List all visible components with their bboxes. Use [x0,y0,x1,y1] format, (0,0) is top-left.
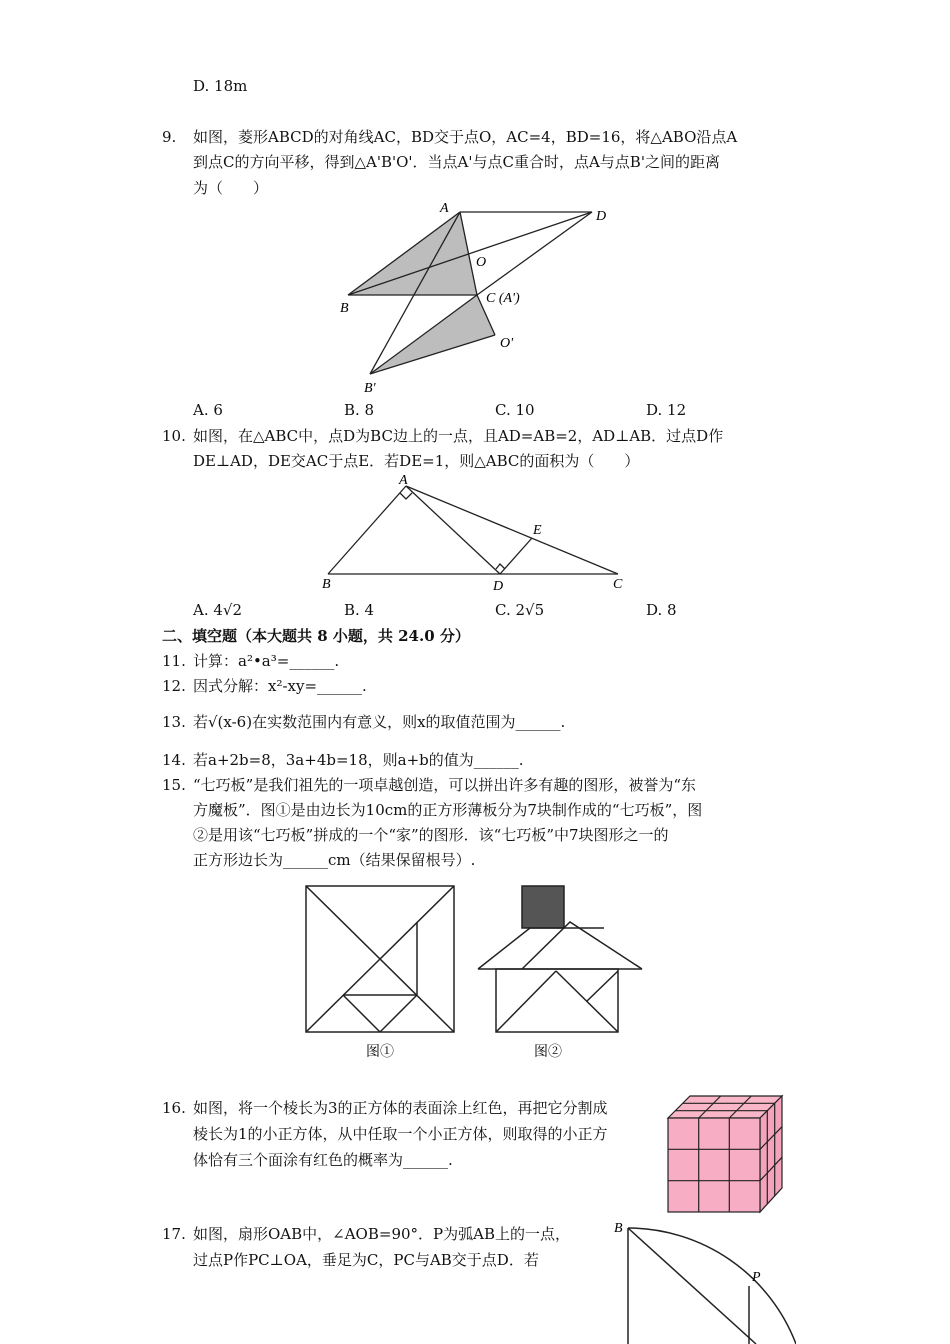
q9-label-a: A [440,201,449,216]
q9-option-d: D. 12 [646,401,687,419]
q10-option-d: D. 8 [646,601,677,619]
q10-text-line1: 如图，在△ABC中，点D为BC边上的一点，且AD=AB=2，AD⊥AB．过点D作 [193,427,724,445]
q12-number: 12. [162,677,186,695]
q9-option-a: A. 6 [193,401,223,419]
q10-label-c: C [613,577,623,592]
q15-fig1-caption: 图① [366,1045,394,1060]
q11-number: 11. [162,652,186,670]
q10-label-e: E [533,523,542,538]
q9-rhombus-figure [330,198,620,398]
q9-label-o-prime: O' [500,336,514,351]
q11-text: 计算：a²•a³=______. [193,652,340,670]
q9-text-line1: 如图，菱形ABCD的对角线AC，BD交于点O，AC=4，BD=16，将△ABO沿点A [193,128,738,146]
q9-shaded-triangle-a2b2o2 [370,295,495,374]
q10-option-c: C. 2√5 [495,601,545,619]
q12-text: 因式分解：x²-xy=______. [193,677,367,695]
q9-text-line3: 为（ ） [193,179,269,197]
q9-label-b-prime: B' [364,381,376,396]
q9-label-c: C (A') [486,291,520,306]
q15-tangram-house-figure [470,880,650,1070]
q14-text: 若a+2b=8，3a+4b=18，则a+b的值为______. [193,751,524,769]
q15-tangram-square-figure [300,880,460,1070]
q16-painted-cube-figure [660,1088,794,1216]
q17-text-line2: 过点P作PC⊥OA，垂足为C，PC与AB交于点D．若 [193,1251,539,1269]
q15-text-line3: ②是用该“七巧板”拼成的一个“家”的图形．该“七巧板”中7块图形之一的 [193,826,669,844]
q9-number: 9. [162,128,177,146]
q16-text-line2: 棱长为1的小正方体，从中任取一个小正方体，则取得的小正方 [193,1125,608,1143]
q16-number: 16. [162,1099,186,1117]
q14-number: 14. [162,751,186,769]
q13-number: 13. [162,713,186,731]
q10-option-b: B. 4 [344,601,375,619]
q17-sector-figure [606,1214,796,1344]
q10-number: 10. [162,427,186,445]
q16-text-line1: 如图，将一个棱长为3的正方体的表面涂上红色，再把它分割成 [193,1099,608,1117]
q10-label-b: B [322,577,331,592]
section-fill-in-title: 二、填空题（本大题共 8 小题，共 24.0 分） [162,627,470,645]
q8-option-d: D. 18m [193,77,248,95]
q9-option-b: B. 8 [344,401,375,419]
q15-number: 15. [162,776,186,794]
q9-shaded-triangle-abo [348,212,477,295]
q13-text: 若√(x-6)在实数范围内有意义，则x的取值范围为______. [193,713,566,731]
q10-triangle-figure [316,470,636,595]
q9-text-line2: 到点C的方向平移，得到△A'B'O'．当点A'与点C重合时，点A与点B'之间的距离 [193,153,720,171]
q9-label-b: B [340,301,349,316]
q15-text-line4: 正方形边长为______cm（结果保留根号）. [193,851,476,869]
q9-label-o: O [476,255,487,270]
q10-text-line2: DE⊥AD，DE交AC于点E．若DE=1，则△ABC的面积为（ ） [193,452,640,470]
q16-text-line3: 体恰有三个面涂有红色的概率为______. [193,1151,453,1169]
q17-label-b: B [614,1221,623,1236]
q10-label-a: A [399,473,408,488]
q10-option-a: A. 4√2 [193,601,243,619]
q10-label-d: D [493,579,504,594]
q17-label-p: P [752,1270,761,1285]
q15-chimney-square [522,886,564,928]
q15-fig2-caption: 图② [534,1045,562,1060]
q15-text-line2: 方魔板”．图①是由边长为10cm的正方形薄板分为7块制作成的“七巧板”，图 [193,801,703,819]
q9-label-d: D [596,209,607,224]
q15-text-line1: “七巧板”是我们祖先的一项卓越创造，可以拼出许多有趣的图形，被誉为“东 [193,776,697,794]
q17-number: 17. [162,1225,186,1243]
q9-option-c: C. 10 [495,401,535,419]
q17-text-line1: 如图，扇形OAB中，∠AOB=90°．P为弧AB上的一点， [193,1225,570,1243]
